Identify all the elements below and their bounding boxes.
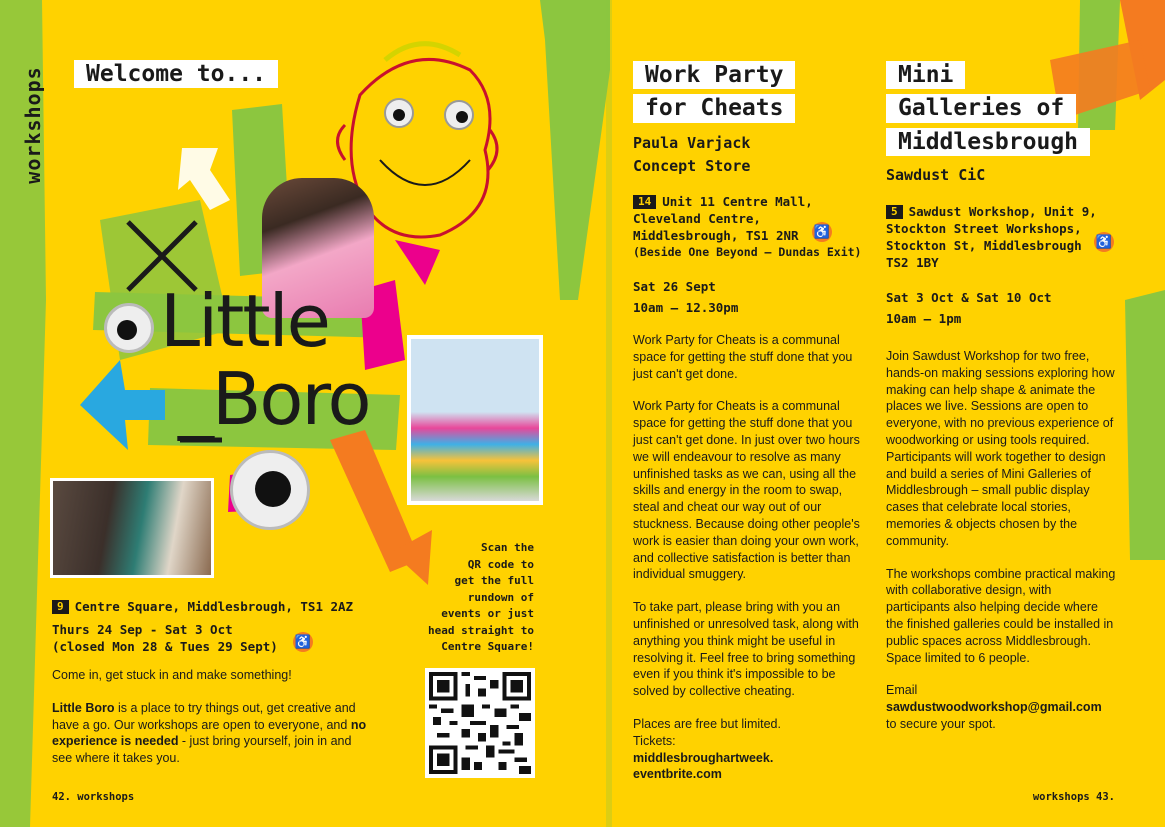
wheelchair-icon: ♿ (293, 632, 313, 652)
wheelchair-icon: ♿ (1094, 232, 1114, 252)
work-party-address: 14 Unit 11 Centre Mall, Cleveland Centre, Middlesbrough, TS1 2NR (Beside One Beyond – Dundas Exit) (633, 194, 862, 259)
mini-galleries-time: 10am – 1pm (886, 311, 962, 326)
left-dates-line-2: (closed Mon 28 & Tues 29 Sept) (52, 639, 278, 654)
welcome-title: Welcome to... (74, 60, 278, 88)
mini-galleries-date: Sat 3 Oct & Sat 10 Oct (886, 290, 1052, 305)
left-dates-line-1: Thurs 24 Sep - Sat 3 Oct (52, 622, 233, 637)
mini-galleries-address: 5 Sawdust Workshop, Unit 9, Stockton Street Workshops, Stockton St, Middlesbrough TS2 1BY (886, 204, 1097, 270)
venue-number: 5 (886, 205, 903, 219)
welcome-heading (74, 60, 278, 88)
left-footer: 42. workshops (52, 791, 135, 803)
venue-address: Centre Square, Middlesbrough, TS1 2AZ (74, 599, 354, 614)
work-party-organiser: Paula Varjack Concept Store (633, 134, 751, 175)
googly-eye-icon (444, 100, 474, 130)
right-footer: workshops 43. (1032, 791, 1115, 803)
qr-code[interactable] (425, 668, 535, 778)
venue-number: 14 (633, 195, 656, 209)
wheelchair-icon: ♿ (812, 222, 832, 242)
venue-number: 9 (52, 600, 69, 614)
googly-eye-icon (104, 303, 154, 353)
logo-line-2: _Boro (178, 357, 370, 441)
googly-eye-icon (384, 98, 414, 128)
qr-caption: Scan the QR code to get the full rundown of events or just head straight to Centre Square! (428, 541, 534, 653)
left-description: Little Boro is a place to try things out, get creative and have a go. Our workshops are open to everyone, and no experience is needed - just bring yourself, join in and see where it takes you. (52, 700, 367, 766)
little-boro-logo (160, 279, 370, 441)
work-party-date: Sat 26 Sept (633, 279, 716, 294)
left-body (52, 667, 372, 783)
work-party-body: Work Party for Cheats is a communal space for getting the stuff done that you just can't get done. Work Party for Cheats is a communal space for getting the stuff done that you just can't get done. In just over two hours we will endeavour to resolve as many unfinished tasks as we can, using all the skills and energy in the room to swap, steal and cheat our way out of our stuckness. Because doing other people's work is easier than doing your own work, and collective satisfaction is better than individual smuggery. To take part, please bring with you an unfinished or unresolved task, along with anything you think might be useful in resolving it. Feel free to bring something even if you think it's impossible to be solved by collective cheating. Places are free but limited. Tickets: middlesbroughartweek. eventbrite.com (633, 333, 860, 782)
mini-galleries-organiser: Sawdust CiC (886, 166, 986, 184)
mini-galleries-title: Mini Galleries of Middlesbrough (886, 61, 1090, 161)
section-tab (18, 50, 48, 200)
mini-galleries-body: Join Sawdust Workshop for two free, hands-on making sessions exploring how making can help shape & animate the places we live. Sessions are open to everyone, with no previous experience of woodworking or using tools required. Participants will work together to design and build a series of Mini Galleries of Middlesbrough – small public display cases that celebrate local stories, memories & objects chosen by the community. The workshops combine practical making with collaborative design, with participants also helping decide where the finished galleries could be installed in public spaces across Middlesbrough. Space limited to 6 people. Email sawdustwoodworkshop@gmail.com to secure your spot. (886, 349, 1116, 731)
left-venue (52, 598, 412, 655)
colorful-structure-photo (407, 335, 543, 505)
email-link[interactable]: sawdustwoodworkshop@gmail.com (886, 700, 1102, 715)
workshop-photo (50, 478, 214, 578)
work-party-title: Work Party for Cheats (633, 61, 795, 128)
ticket-link[interactable]: middlesbroughartweek. eventbrite.com (633, 750, 774, 782)
work-party-time: 10am – 12.30pm (633, 300, 739, 315)
logo-line-1: Little (160, 279, 329, 363)
googly-eye-icon (230, 450, 310, 530)
left-intro: Come in, get stuck in and make something! (52, 668, 292, 682)
section-tab-label: workshops (21, 66, 45, 184)
qr-code-icon (429, 672, 531, 774)
